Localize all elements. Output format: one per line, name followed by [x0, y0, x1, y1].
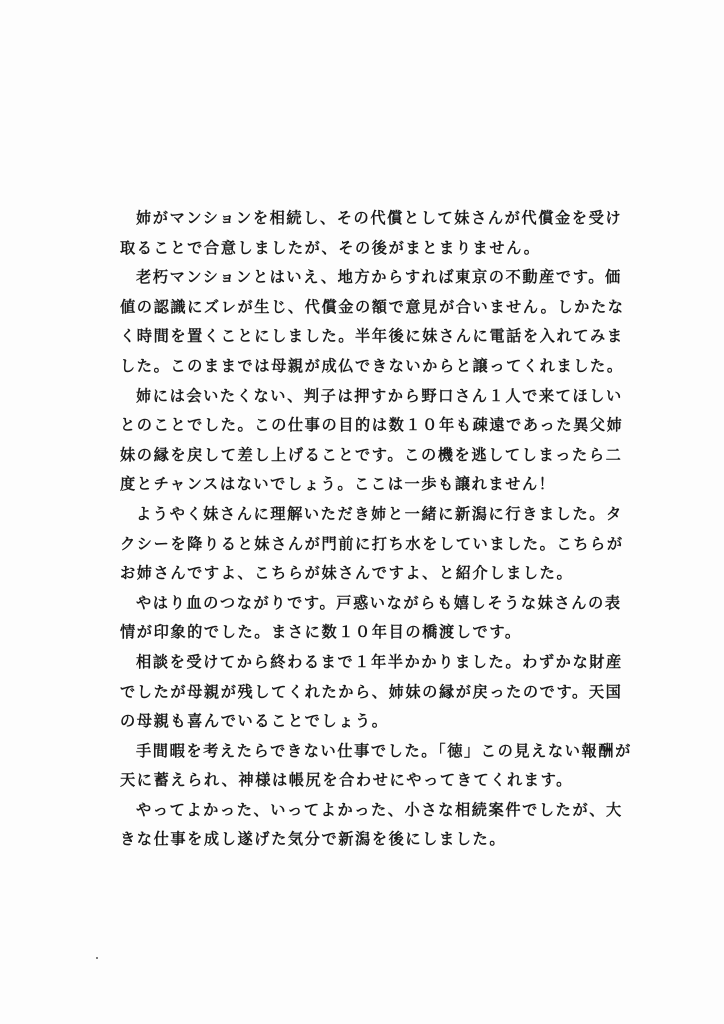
- text-line: 天に蓄えられ、神様は帳尻を合わせにやってきてくれます。: [120, 771, 573, 790]
- text-line: 姉がマンションを相続し、その代償として妹さんが代償金を受け: [136, 209, 623, 227]
- text-line: ようやく妹さんに理解いただき姉と一緒に新潟に行きました。タ: [136, 504, 623, 523]
- text-line: 手間暇を考えたらできない仕事でした。「徳」この見えない報酬が: [136, 741, 632, 760]
- paragraph: [120, 796, 623, 855]
- paragraph: [120, 263, 625, 381]
- paragraph: [120, 204, 623, 263]
- text-line: 妹の縁を戻して差し上げることです。この機を逃してしまったら二: [120, 445, 623, 464]
- text-line: 値の認識にズレが生じ、代償金の額で意見が合いません。しかたな: [120, 297, 625, 316]
- paragraph: [120, 589, 620, 648]
- text-line: 情が印象的でした。まさに数１０年目の橋渡しです。: [120, 623, 522, 642]
- text-line: 姉には会いたくない、判子は押すから野口さん１人で来てほしい: [136, 386, 623, 405]
- text-line: した。このままでは母親が成仏できないからと譲ってくれました。: [120, 356, 624, 375]
- paragraph: [120, 737, 632, 796]
- text-line: やはり血のつながりです。戸惑いながらも嬉しそうな妹さんの表: [136, 593, 622, 612]
- text-line: でしたが母親が残してくれたから、姉妹の縁が戻ったのです。天国: [120, 682, 623, 701]
- text-line: 度とチャンスはないでしょう。ここは一歩も譲れません！: [120, 475, 556, 494]
- text-line: お姉さんですよ、こちらが妹さんですよ、と紹介しました。: [120, 564, 574, 583]
- text-line: やってよかった、いってよかった、小さな相続案件でしたが、大: [136, 800, 623, 819]
- text-line: 取ることで合意しましたが、その後がまとまりません。: [120, 238, 541, 257]
- scan-speck: [96, 957, 98, 959]
- text-line: の母親も喜んでいることでしょう。: [120, 712, 389, 731]
- text-line: く時間を置くことにしました。半年後に妹さんに電話を入れてみま: [120, 327, 624, 346]
- paragraph: [120, 500, 624, 589]
- text-line: きな仕事を成し遂げた気分で新潟を後にしました。: [120, 830, 507, 849]
- text-line: クシーを降りると妹さんが門前に打ち水をしていました。こちらが: [120, 534, 624, 553]
- text-line: 老朽マンションとはいえ、地方からすれば東京の不動産です。価: [136, 268, 622, 287]
- paragraph: [120, 382, 624, 500]
- text-line: 相談を受けてから終わるまで１年半かかりました。わずかな財産: [136, 652, 623, 671]
- paragraph: [120, 648, 623, 737]
- body-text: [120, 204, 632, 855]
- text-line: とのことでした。この仕事の目的は数１０年も疎遠であった異父姉: [120, 416, 624, 435]
